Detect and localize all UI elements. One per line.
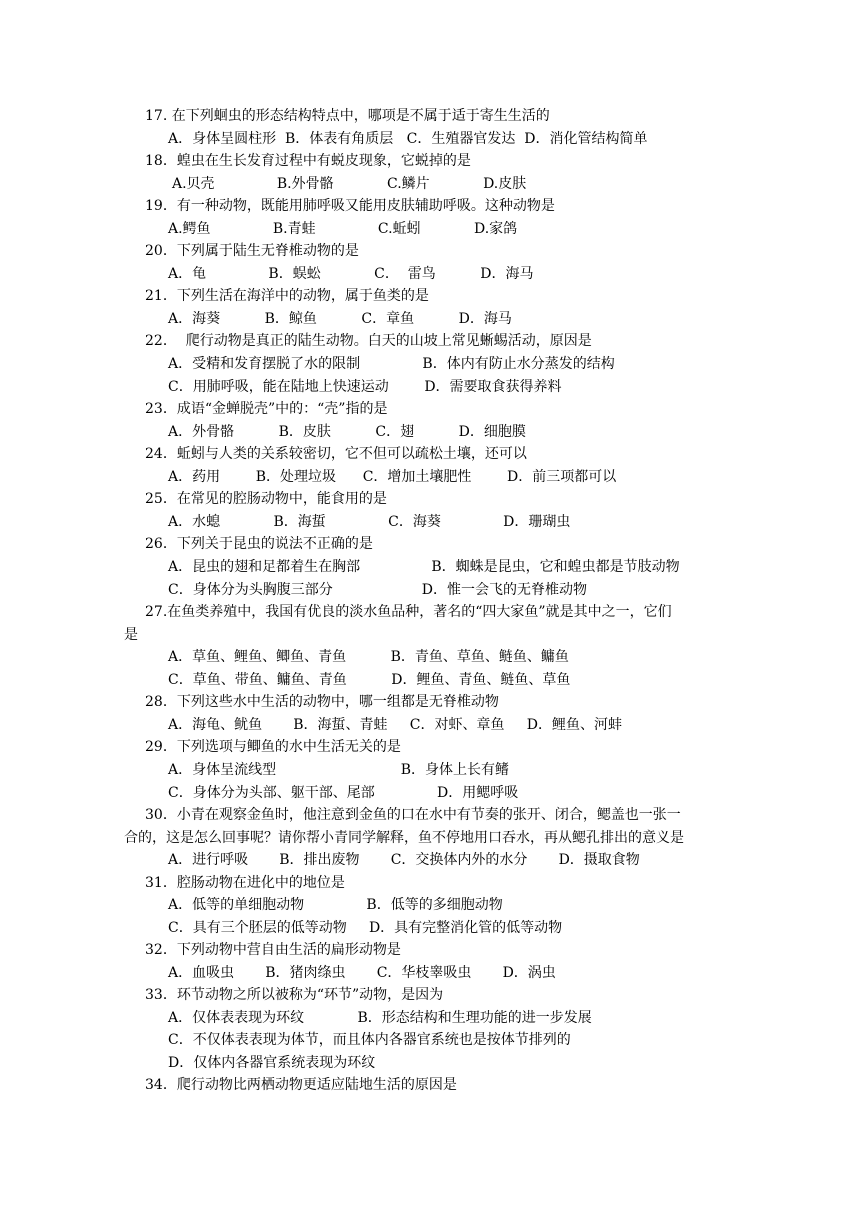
question-17-options: A．身体呈圆柱形 B．体表有角质层 C．生殖器官发达 D．消化管结构简单: [168, 131, 648, 147]
question-19-options: A.鳄鱼 B.青蛙 C.蚯蚓 D.家鸽: [168, 221, 518, 237]
question-22-stem: 22． 爬行动物是真正的陆生动物。白天的山坡上常见蜥蜴活动，原因是: [145, 333, 592, 349]
question-23-stem: 23．成语“金蝉脱壳”中的：“壳”指的是: [145, 401, 388, 417]
question-27-stem-continued: 是: [124, 627, 138, 643]
question-32-options: A．血吸虫 B．猪肉绦虫 C．华枝睾吸虫 D．涡虫: [168, 965, 556, 981]
question-21-options: A．海葵 B．鲸鱼 C．章鱼 D．海马: [168, 311, 512, 327]
question-20-stem: 20．下列属于陆生无脊椎动物的是: [145, 243, 359, 259]
question-19-stem: 19．有一种动物，既能用肺呼吸又能用皮肤辅助呼吸。这种动物是: [145, 198, 555, 214]
question-27-stem: 27.在鱼类养殖中，我国有优良的淡水鱼品种，著名的“四大家鱼”就是其中之一，它们: [145, 604, 672, 620]
question-33-options-row3: D．仅体内各器官系统表现为环纹: [168, 1055, 376, 1071]
question-27-options-row1: A．草鱼、鲤鱼、鲫鱼、青鱼 B．青鱼、草鱼、鲢鱼、鳙鱼: [168, 649, 569, 665]
question-29-options-row2: C．身体分为头部、躯干部、尾部 D．用鳃呼吸: [168, 785, 519, 801]
question-26-options-row1: A．昆虫的翅和足都着生在胸部 B．蜘蛛是昆虫，它和蝗虫都是节肢动物: [168, 559, 680, 575]
question-30-stem: 30．小青在观察金鱼时，他注意到金鱼的口在水中有节奏的张开、闭合，鳃盖也一张一: [145, 807, 681, 823]
question-30-options: A．进行呼吸 B．排出废物 C．交换体内外的水分 D．摄取食物: [168, 852, 640, 868]
question-23-options: A．外骨骼 B．皮肤 C．翅 D．细胞膜: [168, 424, 526, 440]
question-30-stem-continued: 合的，这是怎么回事呢？请你帮小青同学解释，鱼不停地用口吞水，再从鳃孔排出的意义是: [124, 830, 684, 846]
question-22-options-row1: A．受精和发育摆脱了水的限制 B．体内有防止水分蒸发的结构: [168, 356, 615, 372]
question-26-options-row2: C．身体分为头胸腹三部分 D．惟一会飞的无脊椎动物: [168, 582, 587, 598]
question-25-stem: 25．在常见的腔肠动物中，能食用的是: [145, 491, 387, 507]
question-28-options: A．海龟、鱿鱼 B．海蜇、青蛙 C．对虾、章鱼 D．鲤鱼、河蚌: [168, 717, 622, 733]
question-18-stem: 18．蝗虫在生长发育过程中有蜕皮现象，它蜕掉的是: [145, 153, 471, 169]
question-22-options-row2: C．用肺呼吸，能在陆地上快速运动 D．需要取食获得养料: [168, 379, 562, 395]
question-31-options-row1: A．低等的单细胞动物 B．低等的多细胞动物: [168, 897, 503, 913]
question-34-stem: 34．爬行动物比两栖动物更适应陆地生活的原因是: [145, 1077, 457, 1093]
question-31-stem: 31．腔肠动物在进化中的地位是: [145, 875, 345, 891]
question-26-stem: 26．下列关于昆虫的说法不正确的是: [145, 536, 373, 552]
question-28-stem: 28．下列这些水中生活的动物中，哪一组都是无脊椎动物: [145, 694, 499, 710]
question-18-options: A.贝壳 B.外骨骼 C.鳞片 D.皮肤: [172, 176, 527, 192]
question-29-options-row1: A．身体呈流线型 B．身体上长有鳍: [168, 762, 510, 778]
question-25-options: A．水螅 B．海蜇 C．海葵 D．珊瑚虫: [168, 514, 571, 530]
question-31-options-row2: C．具有三个胚层的低等动物 D．具有完整消化管的低等动物: [168, 920, 563, 936]
question-24-options: A．药用 B．处理垃圾 C．增加土壤肥性 D．前三项都可以: [168, 469, 617, 485]
question-17-stem: 17. 在下列蛔虫的形态结构特点中，哪项是不属于适于寄生生活的: [145, 108, 550, 124]
question-33-options-row1: A．仅体表表现为环纹 B．形态结构和生理功能的进一步发展: [168, 1010, 592, 1026]
question-33-options-row2: C．不仅体表表现为体节，而且体内各器官系统也是按体节排列的: [168, 1032, 571, 1048]
question-21-stem: 21．下列生活在海洋中的动物，属于鱼类的是: [145, 288, 429, 304]
question-27-options-row2: C．草鱼、带鱼、鳙鱼、青鱼 D．鲤鱼、青鱼、鲢鱼、草鱼: [168, 672, 571, 688]
question-33-stem: 33．环节动物之所以被称为“环节”动物，是因为: [145, 987, 444, 1003]
question-32-stem: 32．下列动物中营自由生活的扁形动物是: [145, 942, 401, 958]
question-29-stem: 29．下列选项与鲫鱼的水中生活无关的是: [145, 739, 401, 755]
question-24-stem: 24．蚯蚓与人类的关系较密切，它不但可以疏松土壤，还可以: [145, 446, 527, 462]
question-20-options: A．龟 B．蜈蚣 C． 雷鸟 D．海马: [168, 266, 534, 282]
